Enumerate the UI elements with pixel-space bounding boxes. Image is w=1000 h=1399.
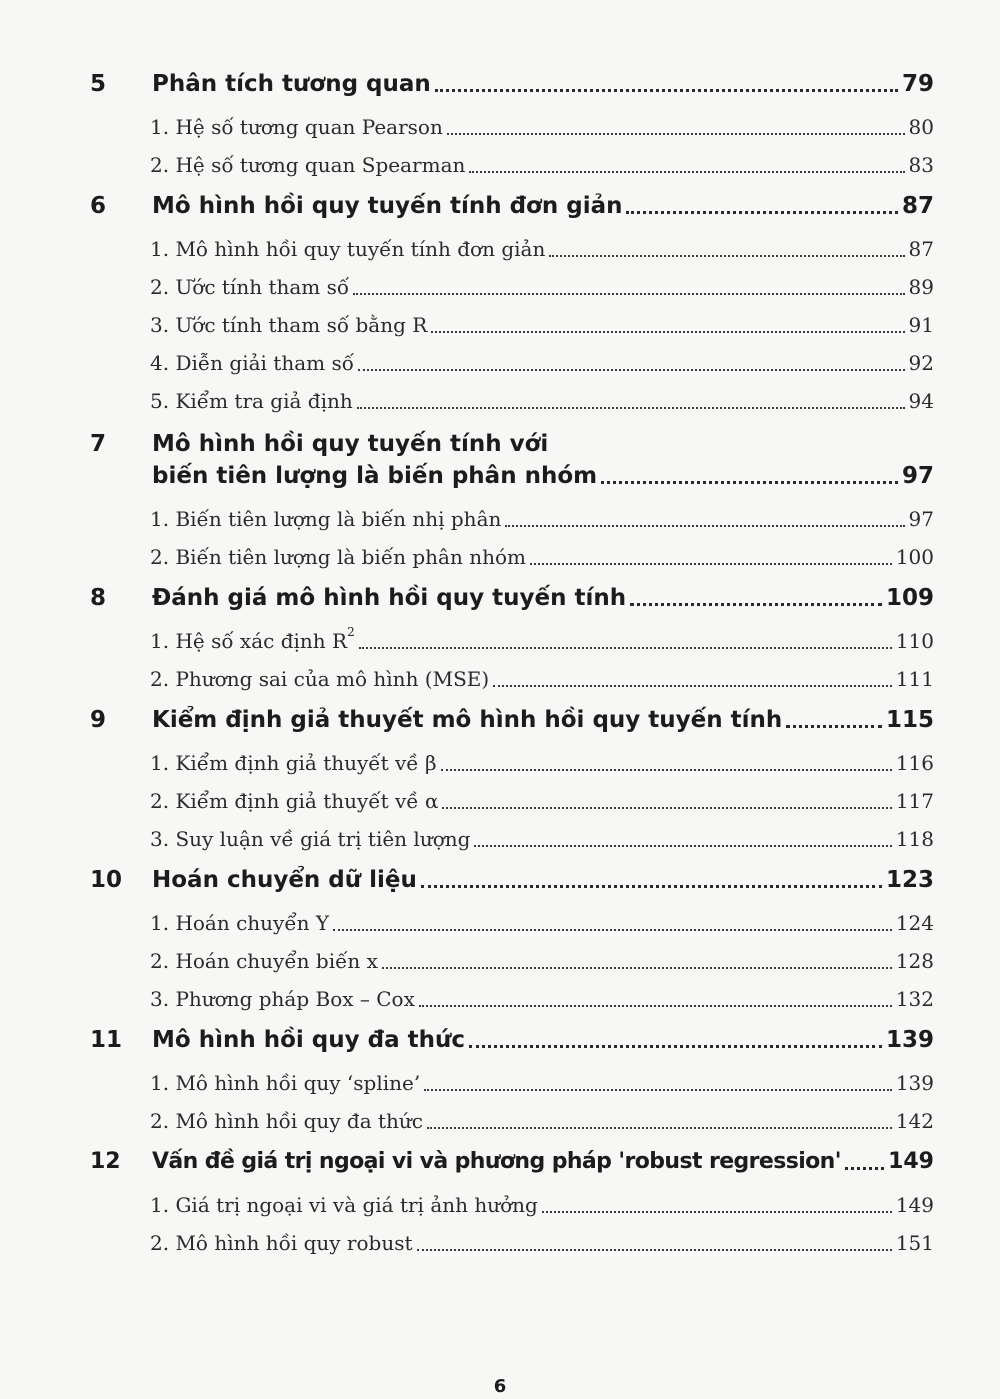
chapter-number: 7 (90, 431, 107, 457)
leader-dots (474, 845, 891, 847)
leader-dots (417, 1249, 892, 1251)
chapter-page-number: 115 (885, 707, 934, 733)
chapter-10 (88, 864, 934, 1016)
section-entry (150, 1222, 934, 1260)
chapter-8 (88, 582, 934, 696)
leader-dots (333, 929, 892, 931)
leader-dots (469, 171, 904, 173)
section-page-number: 89 (908, 275, 934, 299)
section-title: 1. Biến tiên lượng là biến nhị phân (150, 507, 502, 531)
chapter-heading (88, 1024, 934, 1056)
section-title: 3. Ước tính tham số bằng R (150, 313, 428, 337)
section-page-number: 87 (908, 237, 934, 261)
section-entry (150, 742, 934, 780)
chapter-title: Mô hình hồi quy đa thức (152, 1027, 465, 1053)
section-page-number: 118 (895, 827, 934, 851)
section-entry (150, 304, 934, 342)
chapter-page-number: 109 (885, 585, 934, 611)
section-page-number: 128 (895, 949, 934, 973)
leader-dots (427, 1127, 892, 1129)
chapter-title-line-1: Mô hình hồi quy tuyến tính với (152, 431, 549, 457)
section-title: 1. Hệ số tương quan Pearson (150, 115, 443, 139)
chapter-number: 9 (90, 707, 107, 733)
leader-dots (845, 1167, 884, 1170)
section-title: 3. Phương pháp Box – Cox (150, 987, 415, 1011)
chapter-page-number: 139 (885, 1027, 934, 1053)
leader-dots (441, 769, 892, 771)
chapter-heading (88, 582, 934, 614)
section-title (150, 626, 355, 658)
leader-dots (601, 481, 898, 484)
section-page-number: 116 (895, 751, 934, 775)
section-entry (150, 780, 934, 818)
section-title: 2. Hệ số tương quan Spearman (150, 153, 466, 177)
section-page-number: 139 (895, 1071, 934, 1095)
leader-dots (630, 603, 882, 606)
section-title: 1. Kiểm định giả thuyết về β (150, 751, 437, 775)
chapter-page-number: 149 (888, 1149, 934, 1174)
leader-dots (786, 725, 882, 728)
section-entry (150, 144, 934, 182)
section-page-number: 97 (908, 507, 934, 531)
leader-dots (421, 885, 882, 888)
section-title: 2. Phương sai của mô hình (MSE) (150, 667, 490, 691)
section-title: 4. Diễn giải tham số (150, 351, 354, 375)
chapter-title: Kiểm định giả thuyết mô hình hồi quy tuyến tính (152, 707, 783, 733)
section-entry (150, 978, 934, 1016)
leader-dots (358, 369, 905, 371)
chapter-number: 12 (90, 1149, 121, 1174)
section-entry (150, 818, 934, 856)
chapter-title: Phân tích tương quan (152, 71, 431, 97)
section-entry (150, 1100, 934, 1138)
chapter-number: 11 (90, 1027, 123, 1053)
chapter-5 (88, 68, 934, 182)
section-entry (150, 228, 934, 266)
chapter-7 (88, 428, 934, 574)
section-title: 1. Mô hình hồi quy tuyến tính đơn giản (150, 237, 546, 261)
leader-dots (353, 293, 904, 295)
section-entry (150, 940, 934, 978)
section-title: 2. Mô hình hồi quy robust (150, 1231, 413, 1255)
section-entry (150, 620, 934, 658)
leader-dots (469, 1045, 882, 1048)
chapter-page-number: 123 (885, 867, 934, 893)
chapter-title: Hoán chuyển dữ liệu (152, 867, 417, 893)
section-entry (150, 1062, 934, 1100)
leader-dots (626, 211, 898, 214)
chapter-title: Mô hình hồi quy tuyến tính đơn giản (152, 193, 623, 219)
section-title: 1. Hoán chuyển Y (150, 911, 330, 935)
chapter-heading (88, 704, 934, 736)
section-entry (150, 380, 934, 418)
chapter-11 (88, 1024, 934, 1138)
leader-dots (549, 255, 904, 257)
leader-dots (431, 331, 904, 333)
chapter-title-line-2: biến tiên lượng là biến phân nhóm (152, 463, 598, 489)
leader-dots (447, 133, 905, 135)
section-title: 5. Kiểm tra giả định (150, 389, 353, 413)
section-page-number: 110 (895, 629, 934, 653)
section-page-number: 91 (908, 313, 934, 337)
leader-dots (542, 1211, 892, 1213)
section-page-number: 132 (895, 987, 934, 1011)
leader-dots (382, 967, 892, 969)
section-title: 1. Giá trị ngoại vi và giá trị ảnh hưởng (150, 1193, 538, 1217)
section-entry (150, 1184, 934, 1222)
chapter-12 (88, 1146, 934, 1260)
section-page-number: 83 (908, 153, 934, 177)
page-number: 6 (493, 1376, 507, 1397)
section-title: 3. Suy luận về giá trị tiên lượng (150, 827, 471, 851)
superscript: 2 (347, 625, 355, 639)
chapter-page-number: 79 (901, 71, 934, 97)
chapter-heading (88, 864, 934, 896)
section-page-number: 124 (895, 911, 934, 935)
chapter-heading (88, 190, 934, 222)
section-entry (150, 342, 934, 380)
leader-dots (505, 525, 904, 527)
section-title-text: 1. Hệ số xác định R (150, 629, 348, 653)
table-of-contents (88, 60, 934, 1260)
chapter-page-number: 97 (901, 463, 934, 489)
section-page-number: 100 (895, 545, 934, 569)
section-page-number: 111 (895, 667, 934, 691)
chapter-number: 8 (90, 585, 107, 611)
section-entry (150, 106, 934, 144)
section-title: 2. Biến tiên lượng là biến phân nhóm (150, 545, 526, 569)
section-page-number: 149 (895, 1193, 934, 1217)
section-page-number: 151 (895, 1231, 934, 1255)
section-title: 2. Mô hình hồi quy đa thức (150, 1109, 424, 1133)
chapter-9 (88, 704, 934, 856)
section-page-number: 80 (908, 115, 934, 139)
chapter-heading (88, 68, 934, 100)
section-page-number: 92 (908, 351, 934, 375)
section-entry (150, 902, 934, 940)
section-page-number: 117 (895, 789, 934, 813)
leader-dots (357, 407, 905, 409)
section-entry (150, 266, 934, 304)
chapter-heading (88, 428, 934, 492)
chapter-title: Vấn đề giá trị ngoại vi và phương pháp 'robust regression' (152, 1149, 841, 1174)
chapter-number: 5 (90, 71, 107, 97)
chapter-6 (88, 190, 934, 418)
section-title: 2. Hoán chuyển biến x (150, 949, 378, 973)
leader-dots (493, 685, 892, 687)
section-title: 2. Kiểm định giả thuyết về α (150, 789, 439, 813)
leader-dots (424, 1089, 892, 1091)
leader-dots (419, 1005, 892, 1007)
section-title: 2. Ước tính tham số (150, 275, 350, 299)
section-title: 1. Mô hình hồi quy ‘spline’ (150, 1071, 421, 1095)
leader-dots (359, 647, 892, 649)
section-entry (150, 658, 934, 696)
chapter-heading (88, 1146, 934, 1178)
section-entry (150, 536, 934, 574)
chapter-page-number: 87 (901, 193, 934, 219)
leader-dots (530, 563, 892, 565)
section-page-number: 142 (895, 1109, 934, 1133)
leader-dots (442, 807, 891, 809)
chapter-number: 10 (90, 867, 123, 893)
section-page-number: 94 (908, 389, 934, 413)
section-entry (150, 498, 934, 536)
chapter-number: 6 (90, 193, 107, 219)
chapter-title: Đánh giá mô hình hồi quy tuyến tính (152, 585, 627, 611)
leader-dots (435, 89, 898, 92)
